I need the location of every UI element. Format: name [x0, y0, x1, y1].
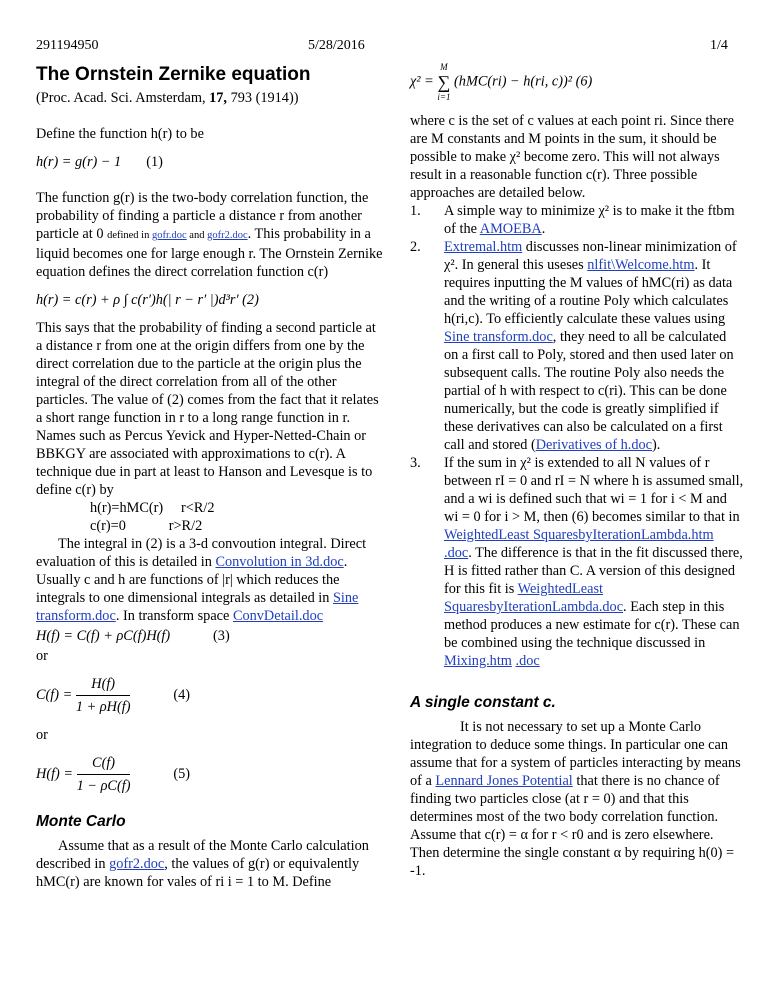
text: , the values of g(r) or equivalently hMC(r) are known for vales of ri i = 1 to M. Define [36, 856, 360, 890]
equation-body: (hMC(ri) − h(ri, c))² (6) [454, 73, 593, 90]
approach-list [410, 202, 744, 670]
link-weighted-least-doc[interactable]: .doc [444, 545, 469, 561]
citation-pre: (Proc. Acad. Sci. Amsterdam, [36, 90, 210, 106]
denominator: 1 − ρC(f) [76, 778, 131, 794]
denominator: 1 + ρH(f) [75, 699, 131, 715]
list-item [410, 238, 744, 454]
fraction [77, 754, 131, 795]
equation-2: h(r) = c(r) + ρ ∫ c(r′)h(| r − r′ |)d³r′ (2) [36, 292, 259, 308]
text: discusses non-linear minimization of χ². In general this useses [444, 239, 737, 273]
equation-1 [36, 153, 384, 171]
doc-id: 291194950 [36, 38, 99, 53]
equation-number: (1) [146, 154, 163, 170]
list-marker: 2. [410, 239, 421, 255]
text: . In transform space [115, 608, 233, 624]
equation-lhs: H(f) = [36, 765, 74, 782]
summation: M ∑ i=1 [437, 62, 451, 102]
text: . Usually c and h are functions of |r| which reduces the integrals to one dimensional integrals as detailed in [36, 554, 348, 606]
citation-post: 793 (1914)) [227, 90, 299, 106]
text: If the sum in χ² is extended to all N values of r between rI = 0 and rI = N where h is assumed small, and a wi is defined such that wi = 1 for i < M and wi = 0 for i > M, then (6) becomes similar to that in [444, 455, 744, 525]
page-number: 1/4 [710, 38, 728, 53]
text: The integral in (2) is a 3-d convoution integral. Direct evaluation of this is detailed in [36, 536, 367, 570]
text: , they need to all be calculated on a first call to Poly, stored and then used later on subsequent calls. The routine Poly also needs the partial of h with respect to c(ri). This can be done numerically, but the code is greatly simplified if these derivatives can also be calculated on a first call and stored ( [444, 329, 734, 453]
paragraph [36, 837, 384, 891]
fraction [76, 675, 131, 716]
text: ). [652, 437, 661, 453]
equation-lhs: C(f) = [36, 686, 73, 703]
equation-5 [36, 754, 384, 795]
definition-line: h(r)=hMC(r) r<R/2 [90, 500, 215, 516]
connector-text: or [36, 648, 48, 664]
text: Assume that as a result of the Monte Carlo calculation described in [36, 838, 369, 872]
numerator: C(f) [77, 754, 131, 775]
definition-line: c(r)=0 r>R/2 [90, 518, 203, 534]
paragraph [36, 535, 384, 625]
link-sine-transform[interactable]: Sine transform.doc [36, 590, 359, 624]
text: . Each step in this method produces a new estimate for c(r). These can be combined using the technique discussed in [444, 599, 740, 651]
left-column [36, 60, 384, 891]
doc-date: 5/28/2016 [308, 38, 365, 53]
link-nlfit[interactable]: nlfit\Welcome.htm [587, 257, 695, 273]
link-extremal[interactable]: Extremal.htm [444, 239, 523, 255]
link-gofr[interactable]: gofr.doc [151, 230, 187, 241]
paragraph: where c is the set of c values at each point ri. Since there are M constants and M points in the sum, it should be possible to make χ² become zero. This will not always result in a reasonable function c(r). Three possible approaches are detailed below. [410, 113, 734, 201]
text: . It requires inputting the M values of hMC(ri) as data and the writing of a routine Poly which calculates h(ri,c). To efficiently calculate these values using [444, 257, 733, 327]
text: that there is no chance of finding two particles close (at r = 0) and that this determines most of the two body correlation function. Assume that c(r) = α for r < r0 and is zero elsewhere. Then determine the single constant α by requiring h(0) = -1. [410, 773, 735, 879]
text: and [186, 230, 208, 241]
numerator: H(f) [76, 675, 131, 696]
link-gofr2[interactable]: gofr2.doc [109, 856, 165, 872]
equation-number: (4) [173, 686, 191, 703]
paragraph: Define the function h(r) to be [36, 126, 204, 142]
link-mixing-doc[interactable]: .doc [515, 653, 540, 669]
link-convdetail[interactable]: ConvDetail.doc [232, 608, 324, 624]
equation-3 [36, 627, 384, 645]
text: . The difference is that in the fit discussed there, H is fitted rather than C. A version of this designed for this fit is [444, 545, 743, 597]
citation [36, 89, 384, 107]
text: . This probability in a liquid becomes one for large enough r. The Ornstein Zernike equation defines the direct correlation function c(r) [36, 226, 383, 280]
equation-number: (5) [173, 765, 191, 782]
text: The function g(r) is the two-body correlation function, the probability of finding a particle a distance r from another particle at 0 [36, 190, 369, 242]
link-weighted-least-fit[interactable]: WeightedLeast SquaresbyIterationLambda.doc [444, 581, 624, 615]
equation-lhs: χ² = [410, 73, 434, 90]
link-weighted-least-htm[interactable]: WeightedLeast SquaresbyIterationLambda.htm [444, 527, 714, 543]
connector-text: or [36, 727, 48, 743]
equation-number: (3) [213, 628, 230, 644]
sum-lower: i=1 [437, 92, 451, 102]
text: It is not necessary to set up a Monte Carlo integration to deduce some things. In particular one can assume that for a system of particles interacting by means of a [410, 719, 741, 789]
citation-volume: 17, [209, 90, 227, 106]
list-marker: 1. [410, 203, 421, 219]
section-heading-monte-carlo: Monte Carlo [36, 813, 126, 830]
equation-body: H(f) = C(f) + ρC(f)H(f) [36, 628, 171, 644]
paragraph: This says that the probability of finding a second particle at a distance r from one at the origin differs from one by the direct correlation due to the particle at the origin plus the integral of the direct correlation from all of the other particles. The value of (2) comes from the fact that it relates a short range function in r to a long range function in r. Names such as Percus Yevick and Hyper-Netted-Chain or BBKGY are associated with approximations to c(r). A technique due in part at least to Hanson and Levesque is to define c(r) by [36, 320, 379, 498]
link-convolution-3d[interactable]: Convolution in 3d.doc [215, 554, 344, 570]
link-derivatives-of-h[interactable]: Derivatives of h.doc [535, 437, 653, 453]
list-item [410, 202, 744, 238]
link-sine-transform[interactable]: Sine transform.doc [444, 329, 553, 345]
right-column [410, 60, 744, 880]
equation-6 [410, 62, 744, 102]
link-amoeba[interactable]: AMOEBA [479, 221, 542, 237]
list-marker: 3. [410, 455, 421, 471]
paragraph [36, 189, 384, 281]
sum-upper: M [440, 62, 448, 72]
link-mixing-htm[interactable]: Mixing.htm [444, 653, 512, 669]
equation-4 [36, 675, 384, 716]
list-item [410, 454, 744, 670]
section-heading-single-constant: A single constant c. [410, 694, 556, 711]
text: A simple way to minimize χ² is to make it the ftbm of the [444, 203, 735, 237]
doc-title: The Ornstein Zernike equation [36, 64, 311, 85]
link-gofr2[interactable]: gofr2.doc [207, 230, 248, 241]
link-lennard-jones[interactable]: Lennard Jones Potential [435, 773, 573, 789]
text: . [541, 221, 546, 237]
equation-body: h(r) = g(r) − 1 [36, 154, 122, 170]
paragraph [410, 718, 744, 880]
text: defined in [107, 230, 152, 241]
